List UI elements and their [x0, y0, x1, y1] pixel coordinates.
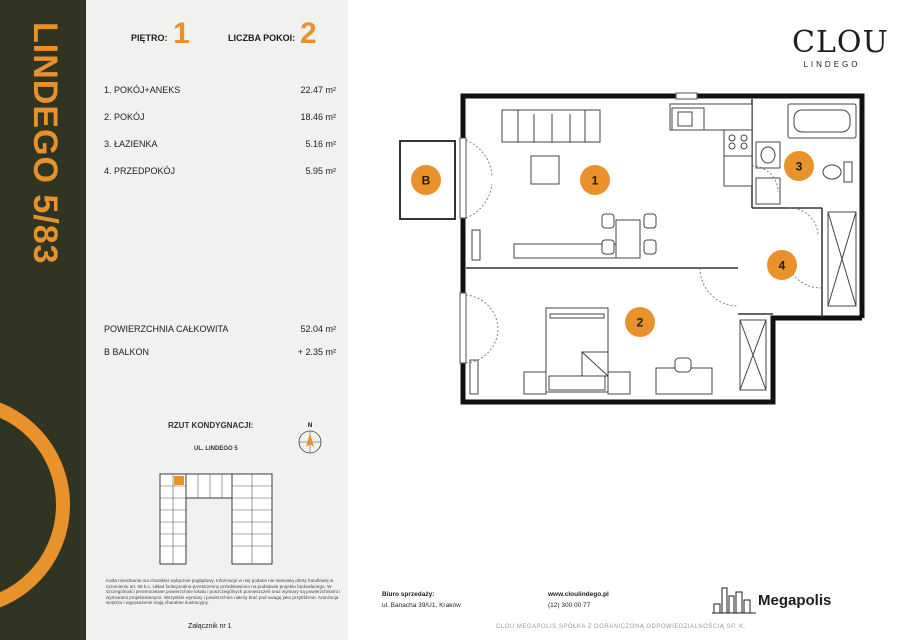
floor-value: 1	[173, 17, 190, 50]
floor-map-title: RZUT KONDYGNACJI:	[168, 421, 254, 430]
disclaimer-text: Karta mieszkania ma charakter wyłącznie poglądowy. Informacje w niej podane nie stanowią oferty handlowej w rozumieniu art. 66 k.c. Układ funkcjonalno-przestrzenny przedstawiono na podstawie projektu budowlanego. W szczególności prezentowane powierzchnie lokalu i poszczególnych pomieszczeń oraz wymiary są powierzchniami i wymiarami projektowanymi. Wszystkie wymiary i powierzchnie należy brać pod uwagę jako przybliżone. Aranżacja wnętrza i wyposażenie mają charakter ilustracyjny.	[106, 578, 341, 606]
room-name: 2. POKÓJ	[104, 112, 145, 122]
room-area: 22.47 m²	[300, 85, 336, 95]
room-name: 4. PRZEDPOKÓJ	[104, 166, 176, 176]
room-area: 5.95 m²	[305, 166, 336, 176]
room-name: 3. ŁAZIENKA	[104, 139, 158, 149]
balcony-label: B BALKON	[104, 347, 150, 357]
sidebar-band	[0, 0, 86, 640]
annex-label: Załącznik nr 1	[188, 623, 232, 630]
balcony-marker-label: B	[421, 173, 431, 188]
logo-main: CLOU	[792, 25, 889, 60]
room1-marker-label: 1	[591, 173, 599, 188]
building-floor-map	[150, 462, 300, 568]
website-link[interactable]: www.cloulindego.pl	[548, 591, 609, 598]
phone-number: (12) 300 00 77	[548, 602, 591, 609]
balcony-value: + 2.35 m²	[297, 347, 336, 357]
apartment-floor-plan	[390, 85, 870, 415]
logo-sub: LINDEGO	[803, 60, 861, 69]
sales-office-address: ul. Banacha 39/U1, Kraków	[382, 602, 461, 609]
apartment-code: LINDEGO 5/83	[26, 22, 64, 265]
total-area-label: POWIERZCHNIA CAŁKOWITA	[104, 324, 229, 334]
floor-label: PIĘTRO:	[131, 33, 168, 43]
clou-lindego-logo	[792, 25, 889, 69]
sales-office-label: Biuro sprzedaży:	[382, 591, 435, 598]
apartment-highlight	[174, 476, 184, 485]
room-area: 5.16 m²	[305, 139, 336, 149]
compass-icon	[296, 418, 324, 458]
rooms-count-label: LICZBA POKOI:	[228, 33, 296, 43]
room-area: 18.46 m²	[300, 112, 336, 122]
rooms-count-value: 2	[300, 17, 317, 50]
room2-marker-label: 2	[636, 315, 644, 330]
north-label: N	[307, 423, 313, 429]
room3-marker-label: 3	[795, 159, 803, 174]
floor-map-street: UL. LINDEGO 5	[194, 446, 238, 452]
skyline-icon	[712, 584, 756, 614]
room-name: 1. POKÓJ+ANEKS	[104, 85, 181, 95]
company-name: CLOU MEGAPOLIS SPÓŁKA Z OGRANICZONĄ ODPOWIEDZIALNOŚCIĄ SP. K.	[496, 624, 746, 630]
total-area-value: 52.04 m²	[300, 324, 336, 334]
decorative-arc	[0, 395, 70, 615]
room4-marker-label: 4	[778, 258, 786, 273]
megapolis-brand: Megapolis	[758, 592, 832, 609]
